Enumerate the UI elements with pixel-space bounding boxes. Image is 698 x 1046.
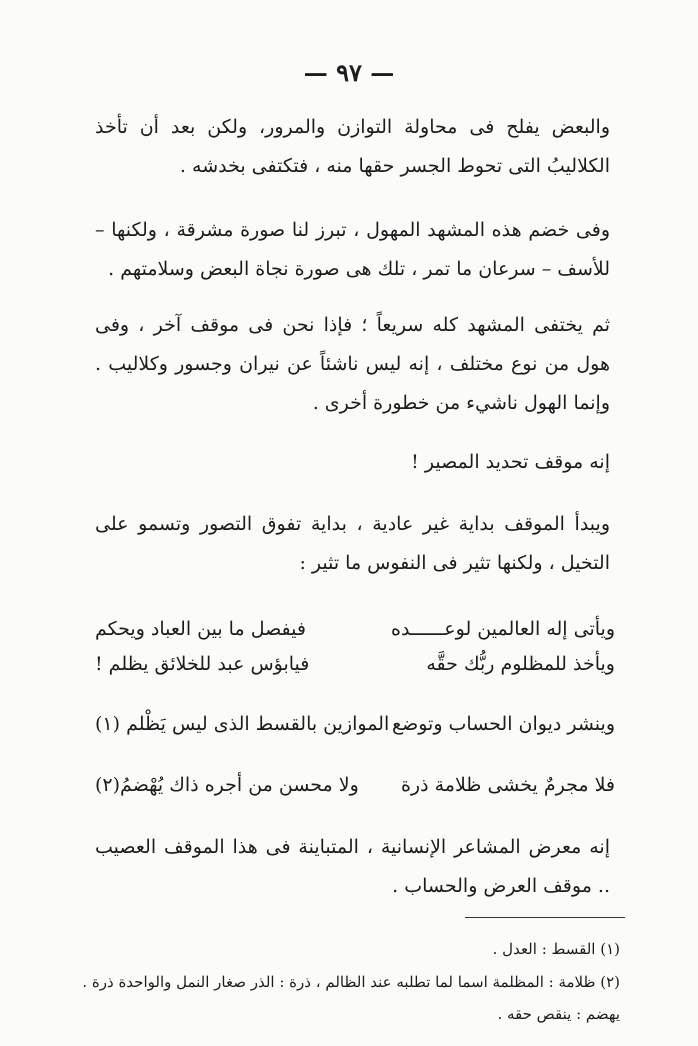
verse-line — [95, 647, 615, 681]
verse-first-hemistich: ويأتى إله العالمين لوعــــــده — [390, 618, 615, 640]
verse-line — [95, 768, 615, 802]
paragraph-beginning: ويبدأ الموقف بداية غير عادية ، بداية تفوق التصور وتسمو على التخيل ، ولكنها تثير فى النفوس ما تثير : — [95, 513, 610, 574]
paragraph-salvation: وفى خضم هذه المشهد المهول ، تبرز لنا صورة مشرقة ، ولكنها – للأسف – سرعان ما تمر ، تلك هى صورة نجاة البعض وسلامتهم . — [95, 219, 610, 280]
footnote-separator — [465, 917, 625, 918]
paragraph-new-scene: ثم يختفى المشهد كله سريعاً ؛ فإذا نحن فى موقف آخر ، وفى هول من نوع مختلف ، إنه ليس ناشئاً عن نيران وجسور وكلاليب . وإنما الهول ناشيء من خطورة أخرى . — [95, 314, 610, 414]
footnote: (٢) ظلامة : المظلمة اسما لما تطلبه عند الظالم ، ذرة : الذر صغار النمل والواحدة ذرة . — [82, 973, 620, 991]
page-number: — ٩٧ — — [303, 58, 395, 87]
verse-first-hemistich: فلا مجرمٌ يخشى ظلامة ذرة — [400, 774, 615, 796]
verse-first-hemistich: وينشر ديوان الحساب وتوضع — [391, 713, 615, 735]
verse-line — [95, 612, 615, 646]
verse-first-hemistich: ويأخذ للمظلوم ربُّك حقَّه — [426, 653, 615, 675]
verse-second-hemistich: ولا محسن من أجره ذاك يُهْضمُ(٢) — [95, 774, 359, 796]
verse-second-hemistich: فيفصل ما بين العباد ويحكم — [95, 618, 306, 640]
verse-line — [95, 707, 615, 741]
footnote: (١) القسط : العدل . — [492, 940, 620, 958]
verse-second-hemistich: فيابؤس عبد للخلائق يظلم ! — [95, 653, 310, 675]
footnote: يهضم : ينقص حقه . — [497, 1005, 620, 1023]
paragraph-bridge: والبعض يفلح فى محاولة التوازن والمرور، ولكن بعد أن تأخذ الكلاليبُ التى تحوط الجسر حقها منه ، فتكتفى بخدشه . — [95, 116, 610, 177]
closing-paragraph: إنه معرض المشاعر الإنسانية ، المتباينة فى هذا الموقف العصيب .. موقف العرض والحساب . — [95, 836, 610, 897]
verse-second-hemistich: الموازين بالقسط الذى ليس يَظْلم (١) — [95, 713, 390, 735]
paragraph-fate: إنه موقف تحديد المصير ! — [411, 451, 610, 473]
